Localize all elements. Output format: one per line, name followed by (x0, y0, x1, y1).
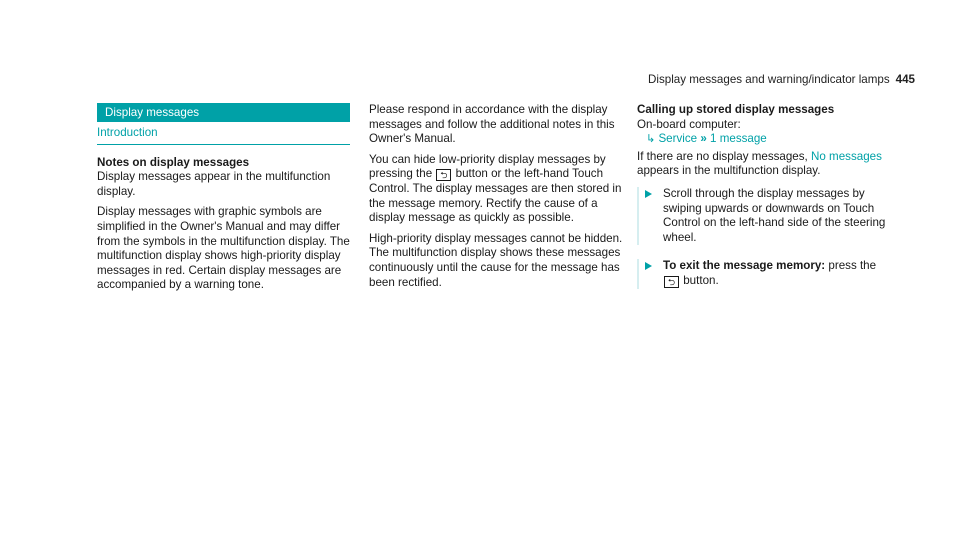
hide-text-a: You can hide low-priority display messages by pressing the (369, 152, 606, 181)
step-exit-text: press the (828, 259, 877, 273)
step-exit-bold: To exit the message memory: (663, 259, 826, 273)
step-exit-memory (637, 259, 897, 288)
respond-paragraph: Please respond in accordance with the display messages and follow the additional notes in this Owner's Manual. (369, 103, 615, 146)
step-arrow-icon (645, 262, 652, 270)
back-button-icon: ⮌ (436, 169, 451, 181)
onboard-computer-label: On-board computer: (637, 117, 741, 131)
page-header (648, 73, 915, 88)
notes-heading: Notes on display messages (97, 155, 250, 169)
menu-path-service: Service (658, 132, 698, 146)
step-scroll (637, 187, 897, 245)
intro-paragraph: Display messages appear in the multifunction display. (97, 170, 331, 198)
step-arrow-icon (645, 190, 652, 198)
chapter-title: Display messages and warning/indicator lamps (648, 73, 890, 86)
column-left (97, 103, 350, 299)
menu-path (637, 132, 897, 147)
column-right (637, 103, 897, 303)
column-middle (369, 103, 623, 296)
back-button-icon: ⮌ (664, 276, 679, 288)
step-exit-end: button. (683, 273, 719, 287)
hide-messages-paragraph (369, 153, 623, 226)
no-messages-text-b: appears in the multifunction display. (637, 164, 821, 178)
section-title: Display messages (97, 103, 350, 122)
menu-path-message: 1 message (710, 132, 767, 146)
subsection-title: Introduction (97, 124, 350, 145)
symbols-paragraph: Display messages with graphic symbols are simplified in the Owner's Manual and may differ from the symbols in the multifunction display. The multifunction display shows high-priority display messages in red. Certain display messages are accompanied by a warning tone. (97, 205, 350, 292)
page-number: 445 (895, 73, 915, 86)
step-scroll-text: Scroll through the display messages by swiping upwards or downwards on Touch Control on the left-hand side of the steering wheel. (663, 186, 886, 244)
hide-text-b: button or the left-hand Touch Control. The display messages are then stored in the message memory. Rectify the cause of a display message as quickly as possible. (369, 167, 622, 225)
stored-messages-heading: Calling up stored display messages (637, 103, 835, 116)
menu-entry-arrow-icon: ↳ (646, 133, 656, 146)
no-messages-label: No messages (811, 149, 882, 163)
no-messages-text-a: If there are no display messages, (637, 149, 808, 163)
no-messages-paragraph (637, 150, 897, 179)
high-priority-paragraph: High-priority display messages cannot be hidden. The multifunction display shows these messages continuously until the cause for the message has been rectified. (369, 231, 623, 289)
menu-separator-icon: » (700, 132, 707, 146)
